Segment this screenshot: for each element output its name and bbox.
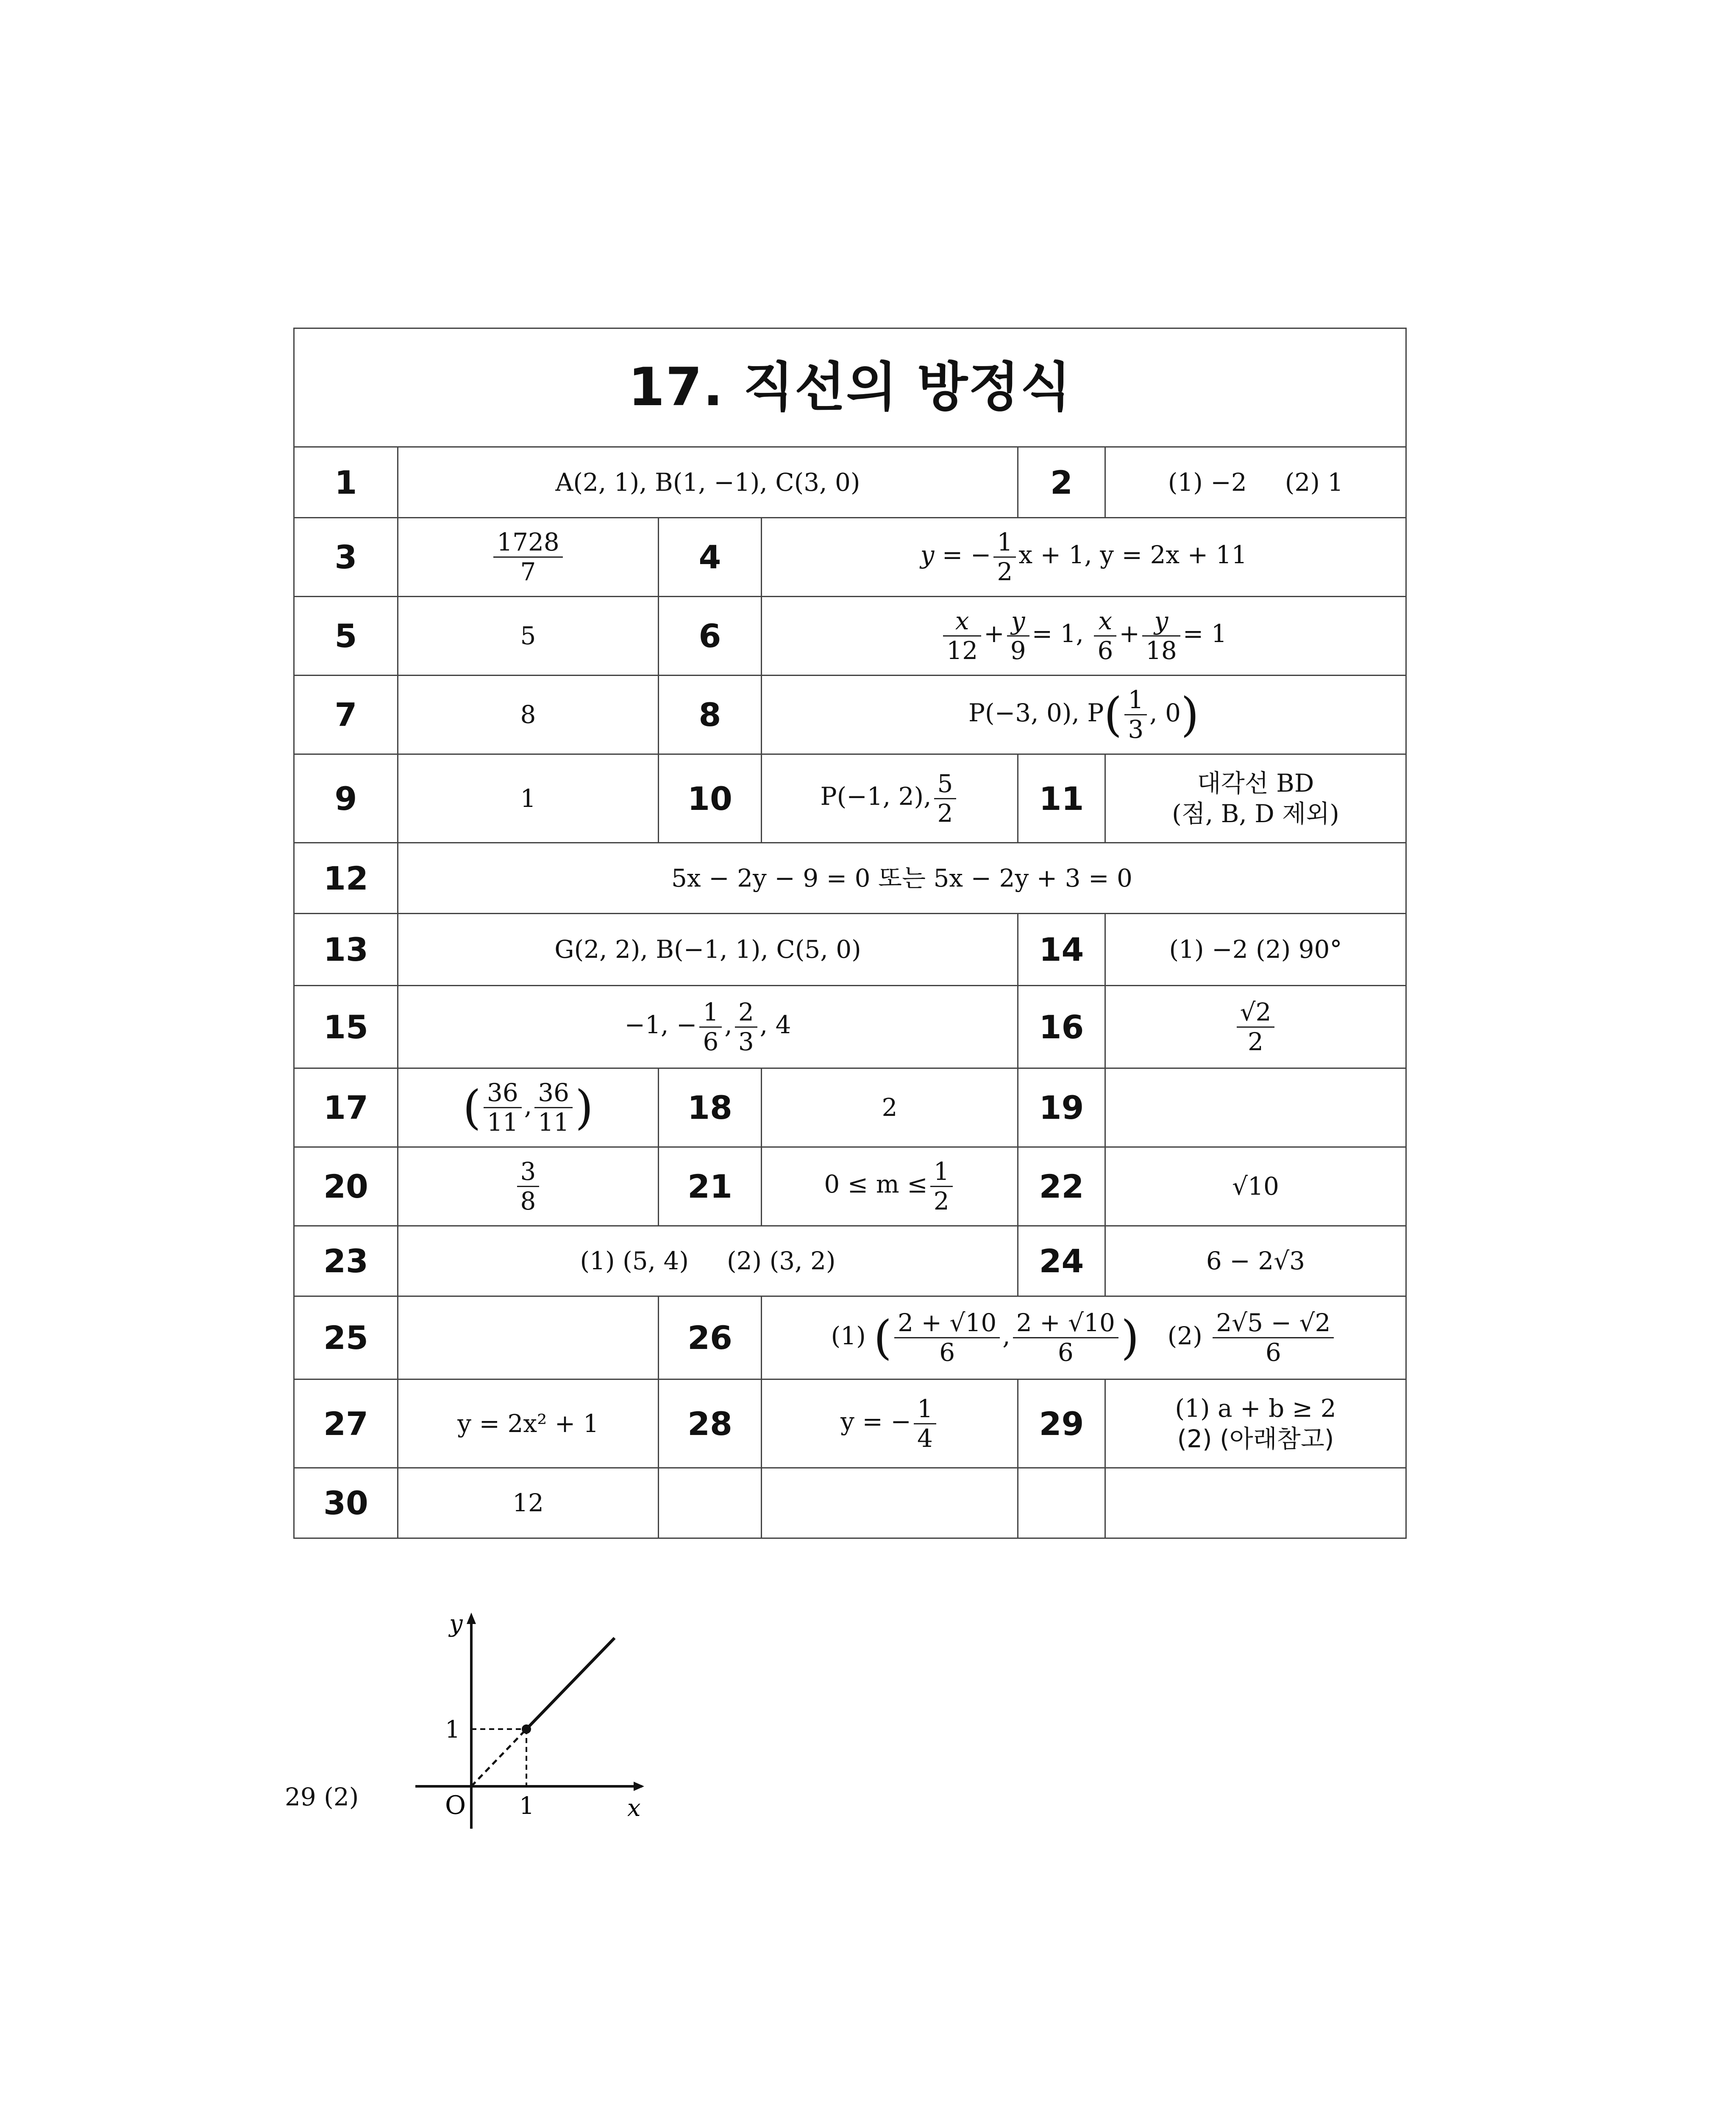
fraction bbox=[1213, 1309, 1334, 1366]
fraction bbox=[934, 770, 957, 827]
answer-table bbox=[293, 328, 1407, 1539]
denominator: 4 bbox=[917, 1424, 933, 1453]
answer-cell bbox=[762, 597, 1406, 676]
answer-cell bbox=[762, 1379, 1018, 1468]
answer-cell bbox=[1105, 1379, 1406, 1468]
answer-line: 대각선 BD bbox=[1197, 768, 1314, 798]
answer-text: y = − bbox=[840, 1407, 911, 1436]
graph-point bbox=[522, 1724, 531, 1734]
answer-line: (점, B, D 제외) bbox=[1172, 799, 1339, 828]
answer-cell bbox=[1105, 447, 1406, 518]
page-title: 17. 직선의 방정식 bbox=[294, 328, 1406, 447]
fraction bbox=[1013, 1309, 1118, 1366]
numerator: 36 bbox=[484, 1079, 522, 1108]
answer-line: (2) (아래참고) bbox=[1177, 1424, 1334, 1453]
answer-text: P(−1, 2), bbox=[820, 782, 932, 811]
answer-cell: 1 bbox=[398, 754, 659, 843]
answer-number: 18 bbox=[659, 1068, 762, 1147]
denominator: 9 bbox=[1010, 636, 1026, 665]
answer-cell: (1) −2 (2) 90° bbox=[1105, 914, 1406, 986]
empty-cell bbox=[1105, 1468, 1406, 1538]
fraction bbox=[993, 528, 1016, 586]
paren: ( bbox=[463, 1080, 481, 1135]
y-axis-arrow bbox=[467, 1613, 476, 1624]
fraction bbox=[517, 1157, 540, 1215]
answer-cell bbox=[762, 1147, 1018, 1226]
denominator: 3 bbox=[1128, 715, 1144, 744]
answer-text: y = − bbox=[920, 540, 991, 570]
denominator: 6 bbox=[939, 1338, 955, 1367]
numerator: 2 + √10 bbox=[1013, 1309, 1118, 1338]
numerator: 1 bbox=[914, 1395, 936, 1424]
fraction bbox=[1124, 686, 1147, 743]
answer-number: 22 bbox=[1018, 1147, 1105, 1226]
fraction bbox=[943, 607, 981, 665]
answer-cell bbox=[762, 518, 1406, 597]
answer-cell bbox=[398, 986, 1018, 1068]
answer-cell bbox=[398, 1296, 659, 1379]
answer-number: 23 bbox=[294, 1226, 398, 1296]
answer-cell: 5x − 2y − 9 = 0 또는 5x − 2y + 3 = 0 bbox=[398, 843, 1406, 914]
answer-text: x + 1, y = 2x + 11 bbox=[1018, 540, 1247, 570]
paren: ) bbox=[575, 1080, 593, 1135]
answer-cell bbox=[762, 754, 1018, 843]
fraction bbox=[699, 998, 722, 1056]
fraction bbox=[1094, 607, 1116, 665]
fraction bbox=[1007, 607, 1029, 665]
denominator: 6 bbox=[703, 1027, 719, 1056]
answer-cell: G(2, 2), B(−1, 1), C(5, 0) bbox=[398, 914, 1018, 986]
paren: ) bbox=[1121, 1310, 1139, 1365]
answer-cell bbox=[1105, 754, 1406, 843]
answer-cell: 12 bbox=[398, 1468, 659, 1538]
operator: + bbox=[984, 619, 1004, 648]
answer-number: 2 bbox=[1018, 447, 1105, 518]
fraction bbox=[534, 1079, 573, 1136]
numerator: 1728 bbox=[493, 528, 563, 558]
fraction bbox=[914, 1395, 936, 1452]
denominator: 18 bbox=[1145, 636, 1177, 665]
answer-number: 16 bbox=[1018, 986, 1105, 1068]
answer-number: 1 bbox=[294, 447, 398, 518]
answer-number: 15 bbox=[294, 986, 398, 1068]
fraction bbox=[735, 998, 757, 1056]
answer-cell bbox=[762, 1296, 1406, 1379]
answer-part: (1) −2 bbox=[1168, 467, 1247, 497]
numerator: y bbox=[1007, 607, 1029, 637]
numerator: 1 bbox=[1124, 686, 1147, 715]
x-axis-arrow bbox=[634, 1782, 644, 1791]
paren: ( bbox=[1104, 687, 1122, 742]
answer-cell bbox=[398, 1147, 659, 1226]
answer-number: 28 bbox=[659, 1379, 762, 1468]
answer-text: 0 ≤ m ≤ bbox=[824, 1170, 928, 1199]
denominator: 2 bbox=[1248, 1027, 1263, 1056]
paren: ) bbox=[1181, 687, 1199, 742]
fraction bbox=[493, 528, 563, 586]
answer-cell bbox=[1105, 1068, 1406, 1147]
answer-text: −1, − bbox=[624, 1010, 697, 1040]
answer-text: , bbox=[724, 1010, 732, 1040]
numerator: 3 bbox=[517, 1157, 540, 1187]
denominator: 11 bbox=[538, 1108, 570, 1137]
answer-cell: y = 2x² + 1 bbox=[398, 1379, 659, 1468]
answer-cell bbox=[762, 676, 1406, 754]
answer-number: 4 bbox=[659, 518, 762, 597]
answer-part: (2) (3, 2) bbox=[727, 1246, 836, 1276]
answer-cell bbox=[398, 1068, 659, 1147]
numerator: 2 bbox=[735, 998, 757, 1028]
answer-cell: A(2, 1), B(1, −1), C(3, 0) bbox=[398, 447, 1018, 518]
fraction bbox=[484, 1079, 522, 1136]
fraction bbox=[1142, 607, 1180, 665]
numerator: 5 bbox=[934, 770, 957, 799]
answer-number: 14 bbox=[1018, 914, 1105, 986]
denominator: 8 bbox=[520, 1187, 536, 1215]
numerator: 2√5 − √2 bbox=[1213, 1309, 1334, 1338]
denominator: 7 bbox=[520, 557, 536, 586]
empty-cell bbox=[1018, 1468, 1105, 1538]
answer-line: (1) a + b ≥ 2 bbox=[1175, 1393, 1336, 1423]
answer-number: 27 bbox=[294, 1379, 398, 1468]
x-tick-label: 1 bbox=[519, 1792, 534, 1820]
answer-part: (2) 1 bbox=[1285, 467, 1344, 497]
answer-number: 26 bbox=[659, 1296, 762, 1379]
answer-number: 7 bbox=[294, 676, 398, 754]
answer-number: 11 bbox=[1018, 754, 1105, 843]
answer-number: 25 bbox=[294, 1296, 398, 1379]
answer-part: (1) (5, 4) bbox=[580, 1246, 689, 1276]
empty-cell bbox=[762, 1468, 1018, 1538]
answer-cell: 5 bbox=[398, 597, 659, 676]
answer-cell bbox=[398, 518, 659, 597]
numerator: 1 bbox=[930, 1157, 953, 1187]
empty-cell bbox=[659, 1468, 762, 1538]
denominator: 11 bbox=[487, 1108, 518, 1137]
fraction bbox=[894, 1309, 1000, 1366]
denominator: 2 bbox=[933, 1187, 949, 1215]
answer-number: 20 bbox=[294, 1147, 398, 1226]
fraction bbox=[930, 1157, 953, 1215]
answer-text: , 4 bbox=[760, 1010, 791, 1040]
answer-number: 8 bbox=[659, 676, 762, 754]
answer-number: 24 bbox=[1018, 1226, 1105, 1296]
graph-label: 29 (2) bbox=[285, 1783, 359, 1811]
answer-number: 12 bbox=[294, 843, 398, 914]
x-axis-label: x bbox=[627, 1794, 641, 1822]
numerator: x bbox=[943, 607, 981, 637]
dashed-segment bbox=[471, 1729, 526, 1786]
denominator: 2 bbox=[937, 798, 953, 828]
y-axis-label: y bbox=[449, 1610, 463, 1638]
denominator: 6 bbox=[1265, 1338, 1281, 1367]
denominator: 2 bbox=[997, 557, 1013, 586]
origin-label: O bbox=[445, 1791, 466, 1820]
numerator: √2 bbox=[1237, 998, 1275, 1028]
answer-graph bbox=[407, 1606, 661, 1844]
denominator: 3 bbox=[738, 1027, 754, 1056]
answer-text: , bbox=[1002, 1321, 1010, 1350]
answer-number: 9 bbox=[294, 754, 398, 843]
answer-cell: 6 − 2√3 bbox=[1105, 1226, 1406, 1296]
answer-text: , 0 bbox=[1149, 698, 1181, 727]
answer-cell: √10 bbox=[1105, 1147, 1406, 1226]
answer-number: 5 bbox=[294, 597, 398, 676]
denominator: 12 bbox=[946, 636, 978, 665]
answer-number: 29 bbox=[1018, 1379, 1105, 1468]
paren: ( bbox=[874, 1310, 892, 1365]
denominator: 6 bbox=[1057, 1338, 1074, 1367]
answer-cell: 2 bbox=[762, 1068, 1018, 1147]
answer-number: 19 bbox=[1018, 1068, 1105, 1147]
answer-cell bbox=[1105, 986, 1406, 1068]
numerator: y bbox=[1142, 607, 1180, 637]
answer-part: (1) bbox=[831, 1321, 866, 1350]
operator: + bbox=[1119, 619, 1140, 648]
answer-number: 3 bbox=[294, 518, 398, 597]
answer-text: = 1, bbox=[1032, 619, 1084, 648]
graph-ray bbox=[526, 1638, 615, 1729]
answer-number: 13 bbox=[294, 914, 398, 986]
answer-part: (2) bbox=[1167, 1321, 1202, 1350]
answer-cell: 8 bbox=[398, 676, 659, 754]
answer-text: , bbox=[524, 1091, 532, 1120]
numerator: 36 bbox=[534, 1079, 573, 1108]
answer-number: 10 bbox=[659, 754, 762, 843]
y-tick-label: 1 bbox=[445, 1716, 460, 1744]
numerator: 2 + √10 bbox=[894, 1309, 1000, 1338]
answer-number: 30 bbox=[294, 1468, 398, 1538]
numerator: x bbox=[1094, 607, 1116, 637]
numerator: 1 bbox=[993, 528, 1016, 558]
answer-text: = 1 bbox=[1182, 619, 1227, 648]
numerator: 1 bbox=[699, 998, 722, 1028]
answer-number: 21 bbox=[659, 1147, 762, 1226]
answer-number: 17 bbox=[294, 1068, 398, 1147]
answer-number: 6 bbox=[659, 597, 762, 676]
denominator: 6 bbox=[1097, 636, 1113, 665]
answer-text: P(−3, 0), P bbox=[968, 698, 1104, 727]
answer-cell bbox=[398, 1226, 1018, 1296]
fraction bbox=[1237, 998, 1275, 1056]
